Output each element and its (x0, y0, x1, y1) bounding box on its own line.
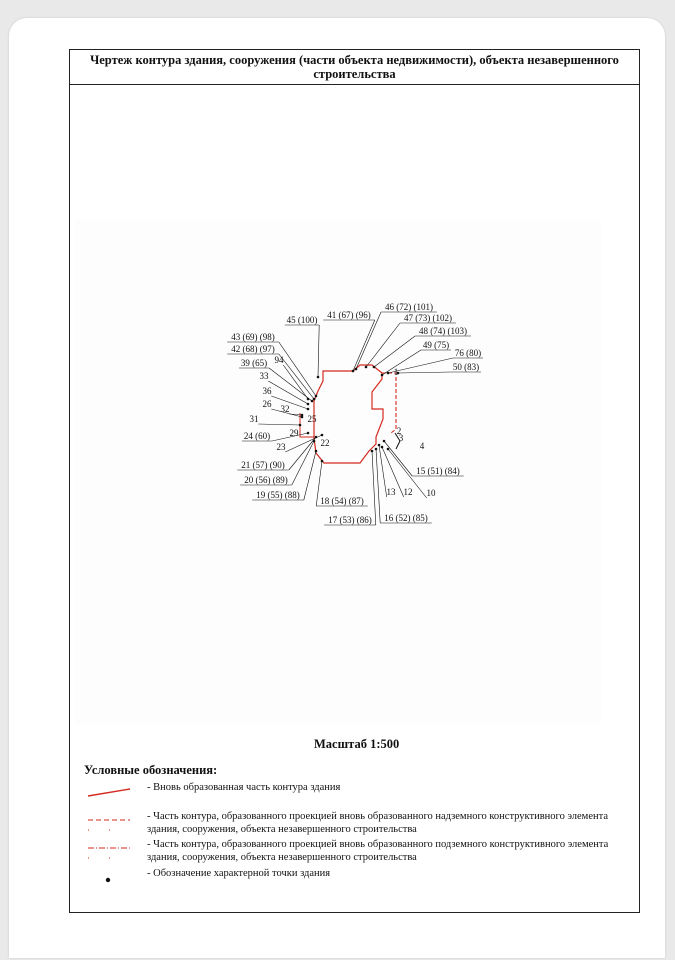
point-label: 43 (69) (98) (231, 332, 275, 342)
characteristic-point (315, 395, 318, 398)
label-leader (374, 336, 415, 367)
characteristic-point (365, 366, 368, 369)
label-leader (271, 396, 308, 409)
point-label: 22 (320, 438, 330, 448)
label-leader (318, 325, 319, 377)
characteristic-point (387, 372, 390, 375)
characteristic-point (299, 424, 302, 427)
label-leader (289, 437, 316, 470)
characteristic-point (381, 374, 384, 377)
label-leader (376, 449, 380, 523)
label-leader (258, 424, 300, 425)
characteristic-point (371, 450, 374, 453)
label-leader (379, 445, 387, 497)
legend-item-2: - Часть контура, образованного проекцией вновь образованного надземного конструктивного элемента здания, сооружения, объекта незавершенного строительства (147, 811, 608, 835)
characteristic-point (307, 398, 310, 401)
building-contour-plan (70, 220, 596, 725)
point-label: 4 (419, 441, 425, 451)
legend-solid-line-symbol (84, 783, 134, 799)
point-label: 46 (72) (101) (385, 302, 433, 312)
point-label: 32 (280, 404, 290, 414)
point-label: 20 (56) (89) (244, 475, 288, 485)
point-label: 48 (74) (103) (419, 326, 467, 336)
characteristic-point (301, 414, 304, 417)
characteristic-point (387, 448, 390, 451)
characteristic-point (315, 450, 318, 453)
label-leader (372, 451, 376, 525)
characteristic-point (378, 444, 381, 447)
point-label: 24 (60) (243, 431, 271, 441)
point-label: 45 (100) (286, 315, 318, 325)
point-label: 16 (52) (85) (384, 513, 428, 523)
label-leader (398, 372, 451, 373)
drawing-title: Чертеж контура здания, сооружения (части объекта недвижимости), объекта незавершенного строительства (70, 50, 639, 85)
point-label: 13 (386, 487, 396, 497)
contour-outline (314, 365, 383, 463)
point-label: 94 (274, 355, 284, 365)
legend-heading: Условные обозначения: (84, 763, 218, 777)
legend-dashdot-line-symbol (84, 840, 134, 866)
characteristic-point (317, 376, 320, 379)
characteristic-point (311, 400, 314, 403)
point-label: 12 (403, 487, 413, 497)
point-label: 25 (307, 414, 317, 424)
legend-item-1: - Вновь образованная часть контура здания (147, 782, 341, 793)
label-leader (279, 342, 316, 396)
label-leader (384, 441, 412, 476)
characteristic-point (352, 370, 355, 373)
characteristic-point (307, 432, 310, 435)
label-leader (353, 320, 375, 371)
characteristic-point (373, 366, 376, 369)
point-label: 17 (53) (86) (328, 515, 372, 525)
point-label: 41 (67) (96) (327, 310, 371, 320)
label-leader (356, 312, 381, 369)
point-label: 26 (262, 399, 272, 409)
characteristic-point (313, 440, 316, 443)
legend-point-symbol (84, 874, 134, 886)
point-label: 76 (80) (454, 348, 482, 358)
label-leader (279, 354, 314, 399)
legend-dashed-line-symbol (84, 812, 134, 838)
label-leader (268, 381, 308, 404)
characteristic-point (383, 440, 386, 443)
point-label: 42 (68) (97) (231, 344, 275, 354)
characteristic-point (355, 368, 358, 371)
characteristic-point (321, 460, 324, 463)
point-label: 2 (396, 426, 402, 436)
legend-item-3: - Часть контура, образованного проекцией вновь образованного подземного конструктивного элемента здания, сооружения, объекта незавершенного строительства (147, 839, 609, 863)
characteristic-point (307, 408, 310, 411)
point-label: 33 (259, 371, 269, 381)
drawing-frame (69, 49, 640, 913)
point-label: 23 (276, 442, 286, 452)
characteristic-point (315, 436, 318, 439)
point-label: 1 (393, 367, 399, 377)
point-label: 10 (426, 488, 436, 498)
point-label: 36 (262, 386, 272, 396)
point-label: 3 (398, 433, 404, 443)
point-label: 15 (51) (84) (416, 466, 460, 476)
legend-item-4: - Обозначение характерной точки здания (147, 868, 331, 879)
plan-area (75, 220, 601, 725)
point-label: 29 (289, 428, 299, 438)
point-label: 18 (54) (87) (320, 496, 364, 506)
characteristic-point (381, 446, 384, 449)
point-label: 21 (57) (90) (241, 460, 285, 470)
characteristic-point (321, 434, 324, 437)
label-leader (382, 350, 421, 375)
point-label: 47 (73) (102) (404, 313, 452, 323)
scale-label: Масштаб 1:500 (314, 737, 400, 751)
characteristic-point (313, 398, 316, 401)
point-label: 49 (75) (422, 340, 450, 350)
characteristic-point (307, 403, 310, 406)
point-label: 31 (249, 414, 259, 424)
point-label: 50 (83) (452, 362, 480, 372)
point-label: 39 (65) (240, 358, 268, 368)
characteristic-point (375, 448, 378, 451)
label-leader (304, 451, 316, 500)
point-label: 19 (55) (88) (256, 490, 300, 500)
contour-extension (382, 373, 396, 433)
